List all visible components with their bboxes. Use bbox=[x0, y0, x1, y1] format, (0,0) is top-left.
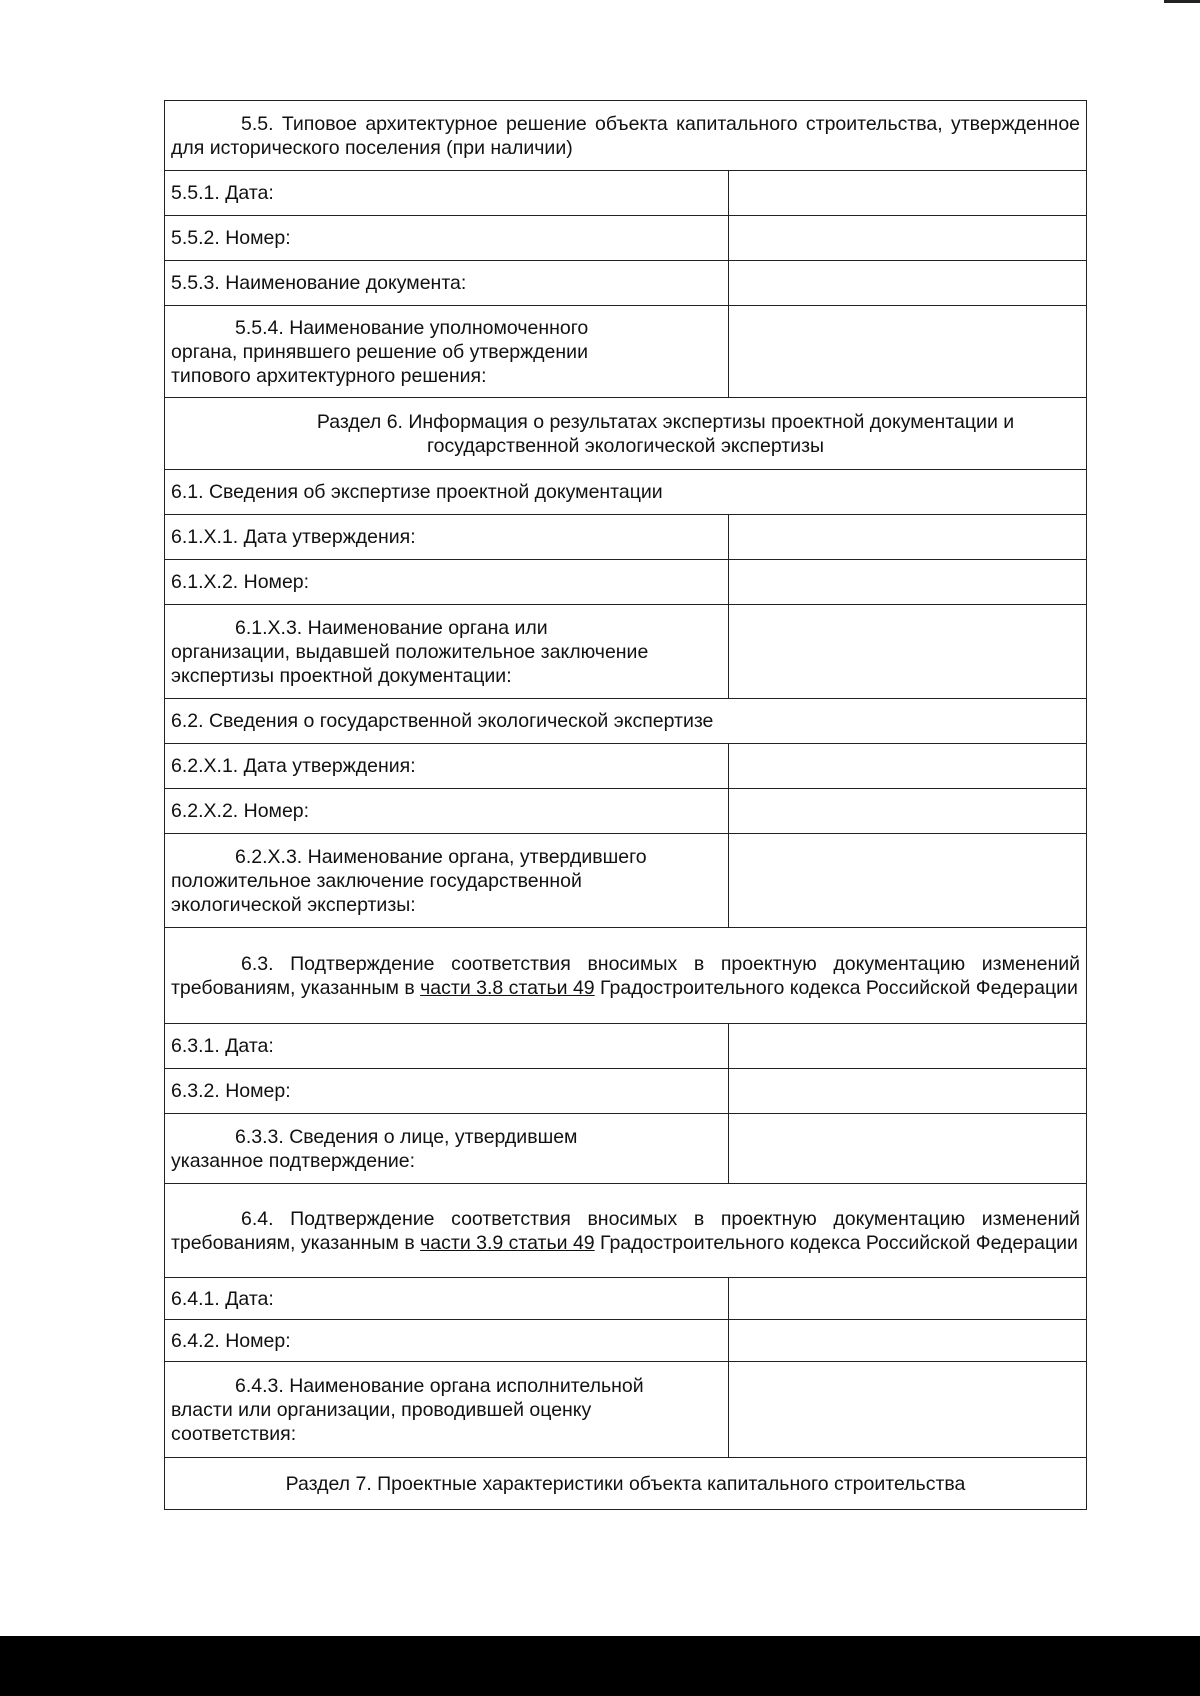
section-6-line2: государственной экологической экспертизы bbox=[426, 434, 825, 457]
item-6-1-x-3-line3: экспертизы проектной документации: bbox=[171, 664, 512, 687]
item-6-2-x-3-line3: экологической экспертизы: bbox=[171, 893, 416, 916]
item-6-2-x-3-line2: положительное заключение государственной bbox=[171, 869, 582, 892]
row-6-3-3 bbox=[165, 1114, 1087, 1184]
item-6-3-1-value[interactable] bbox=[729, 1024, 1087, 1069]
row-6-1-x-3 bbox=[165, 605, 1087, 699]
item-6-4-before: 6.4. Подтверждение соответствия вносимых в проектную документацию изменений требованиям, указанным в bbox=[171, 1207, 1081, 1254]
item-6-1-x-3-value[interactable] bbox=[729, 605, 1087, 699]
item-6-4-1-label: 6.4.1. Дата: bbox=[165, 1278, 729, 1320]
law-link-part-3-9-article-49[interactable]: части 3.9 статьи 49 bbox=[420, 1231, 595, 1254]
row-5-5-4 bbox=[165, 306, 1087, 398]
row-5-5-2 bbox=[165, 216, 1087, 261]
row-6-2-x-3 bbox=[165, 834, 1087, 928]
item-6-3-2-value[interactable] bbox=[729, 1069, 1087, 1114]
row-6-4-3 bbox=[165, 1362, 1087, 1458]
item-5-5-1-value[interactable] bbox=[729, 171, 1087, 216]
item-6-1-x-1-label: 6.1.X.1. Дата утверждения: bbox=[165, 515, 729, 560]
item-5-5-2-value[interactable] bbox=[729, 216, 1087, 261]
row-5-5-3 bbox=[165, 261, 1087, 306]
row-6-2 bbox=[165, 699, 1087, 744]
item-6-3-1-label: 6.3.1. Дата: bbox=[165, 1024, 729, 1069]
row-section-7 bbox=[165, 1458, 1087, 1510]
item-6-2-x-1-label: 6.2.X.1. Дата утверждения: bbox=[165, 744, 729, 789]
item-6-1-text: 6.1. Сведения об экспертизе проектной документации bbox=[165, 470, 1087, 515]
item-6-2-x-3-label bbox=[165, 834, 729, 928]
row-6-3-2 bbox=[165, 1069, 1087, 1114]
item-6-2-text: 6.2. Сведения о государственной экологической экспертизе bbox=[165, 699, 1087, 744]
row-5-5-1 bbox=[165, 171, 1087, 216]
item-6-2-x-2-label: 6.2.X.2. Номер: bbox=[165, 789, 729, 834]
item-6-3-3-line1: 6.3.3. Сведения о лице, утвердившем bbox=[235, 1125, 578, 1148]
item-5-5-4-label bbox=[165, 306, 729, 398]
item-5-5-4-line1: 5.5.4. Наименование уполномоченного bbox=[235, 316, 589, 339]
row-6-3 bbox=[165, 928, 1087, 1024]
item-6-4-3-line1: 6.4.3. Наименование органа исполнительной bbox=[235, 1374, 644, 1397]
item-6-1-x-3-line2: организации, выдавшей положительное заключение bbox=[171, 640, 649, 663]
item-6-1-x-3-label bbox=[165, 605, 729, 699]
row-6-1-x-2 bbox=[165, 560, 1087, 605]
item-5-5-text: 5.5. Типовое архитектурное решение объекта капитального строительства, утвержденное для исторического поселения (при наличии) bbox=[165, 101, 1087, 171]
item-6-2-x-3-line1: 6.2.X.3. Наименование органа, утвердившего bbox=[235, 845, 647, 868]
item-6-4-3-label bbox=[165, 1362, 729, 1458]
item-5-5-4-value[interactable] bbox=[729, 306, 1087, 398]
item-6-3-after: Градостроительного кодекса Российской Федерации bbox=[594, 976, 1078, 999]
row-6-3-1 bbox=[165, 1024, 1087, 1069]
item-5-5-4-line2: органа, принявшего решение об утверждении bbox=[171, 340, 588, 363]
row-6-2-x-1 bbox=[165, 744, 1087, 789]
item-6-3-3-label bbox=[165, 1114, 729, 1184]
item-6-4-after: Градостроительного кодекса Российской Федерации bbox=[594, 1231, 1078, 1254]
item-5-5-3-value[interactable] bbox=[729, 261, 1087, 306]
form-table bbox=[164, 100, 1087, 1510]
item-6-4-3-line2: власти или организации, проводившей оценку bbox=[171, 1398, 592, 1421]
item-6-1-x-3-line1: 6.1.X.3. Наименование органа или bbox=[235, 616, 548, 639]
row-6-4 bbox=[165, 1184, 1087, 1278]
item-6-1-x-1-value[interactable] bbox=[729, 515, 1087, 560]
item-6-4-text bbox=[165, 1184, 1087, 1278]
item-6-1-x-2-label: 6.1.X.2. Номер: bbox=[165, 560, 729, 605]
row-section-6 bbox=[165, 398, 1087, 470]
row-6-4-1 bbox=[165, 1278, 1087, 1320]
item-5-5-4-line3: типового архитектурного решения: bbox=[171, 364, 487, 387]
item-6-3-3-line2: указанное подтверждение: bbox=[171, 1149, 416, 1172]
section-6-heading bbox=[165, 398, 1087, 470]
row-5-5 bbox=[165, 101, 1087, 171]
item-5-5-2-label: 5.5.2. Номер: bbox=[165, 216, 729, 261]
item-6-3-3-value[interactable] bbox=[729, 1114, 1087, 1184]
item-6-4-1-value[interactable] bbox=[729, 1278, 1087, 1320]
item-6-3-text bbox=[165, 928, 1087, 1024]
section-7-heading: Раздел 7. Проектные характеристики объекта капитального строительства bbox=[165, 1458, 1087, 1510]
scan-edge-mark bbox=[1164, 0, 1200, 3]
section-6-line1: Раздел 6. Информация о результатах экспертизы проектной документации и bbox=[316, 410, 1015, 433]
item-6-4-2-label: 6.4.2. Номер: bbox=[165, 1320, 729, 1362]
row-6-1 bbox=[165, 470, 1087, 515]
item-6-1-x-2-value[interactable] bbox=[729, 560, 1087, 605]
item-6-4-2-value[interactable] bbox=[729, 1320, 1087, 1362]
item-6-3-2-label: 6.3.2. Номер: bbox=[165, 1069, 729, 1114]
item-6-2-x-2-value[interactable] bbox=[729, 789, 1087, 834]
item-5-5-3-label: 5.5.3. Наименование документа: bbox=[165, 261, 729, 306]
item-6-4-3-value[interactable] bbox=[729, 1362, 1087, 1458]
item-5-5-1-label: 5.5.1. Дата: bbox=[165, 171, 729, 216]
item-6-3-before: 6.3. Подтверждение соответствия вносимых в проектную документацию изменений требованиям, указанным в bbox=[171, 952, 1081, 999]
row-6-4-2 bbox=[165, 1320, 1087, 1362]
item-6-4-3-line3: соответствия: bbox=[171, 1422, 297, 1445]
row-6-2-x-2 bbox=[165, 789, 1087, 834]
item-6-2-x-3-value[interactable] bbox=[729, 834, 1087, 928]
item-6-2-x-1-value[interactable] bbox=[729, 744, 1087, 789]
row-6-1-x-1 bbox=[165, 515, 1087, 560]
law-link-part-3-8-article-49[interactable]: части 3.8 статьи 49 bbox=[420, 976, 595, 999]
